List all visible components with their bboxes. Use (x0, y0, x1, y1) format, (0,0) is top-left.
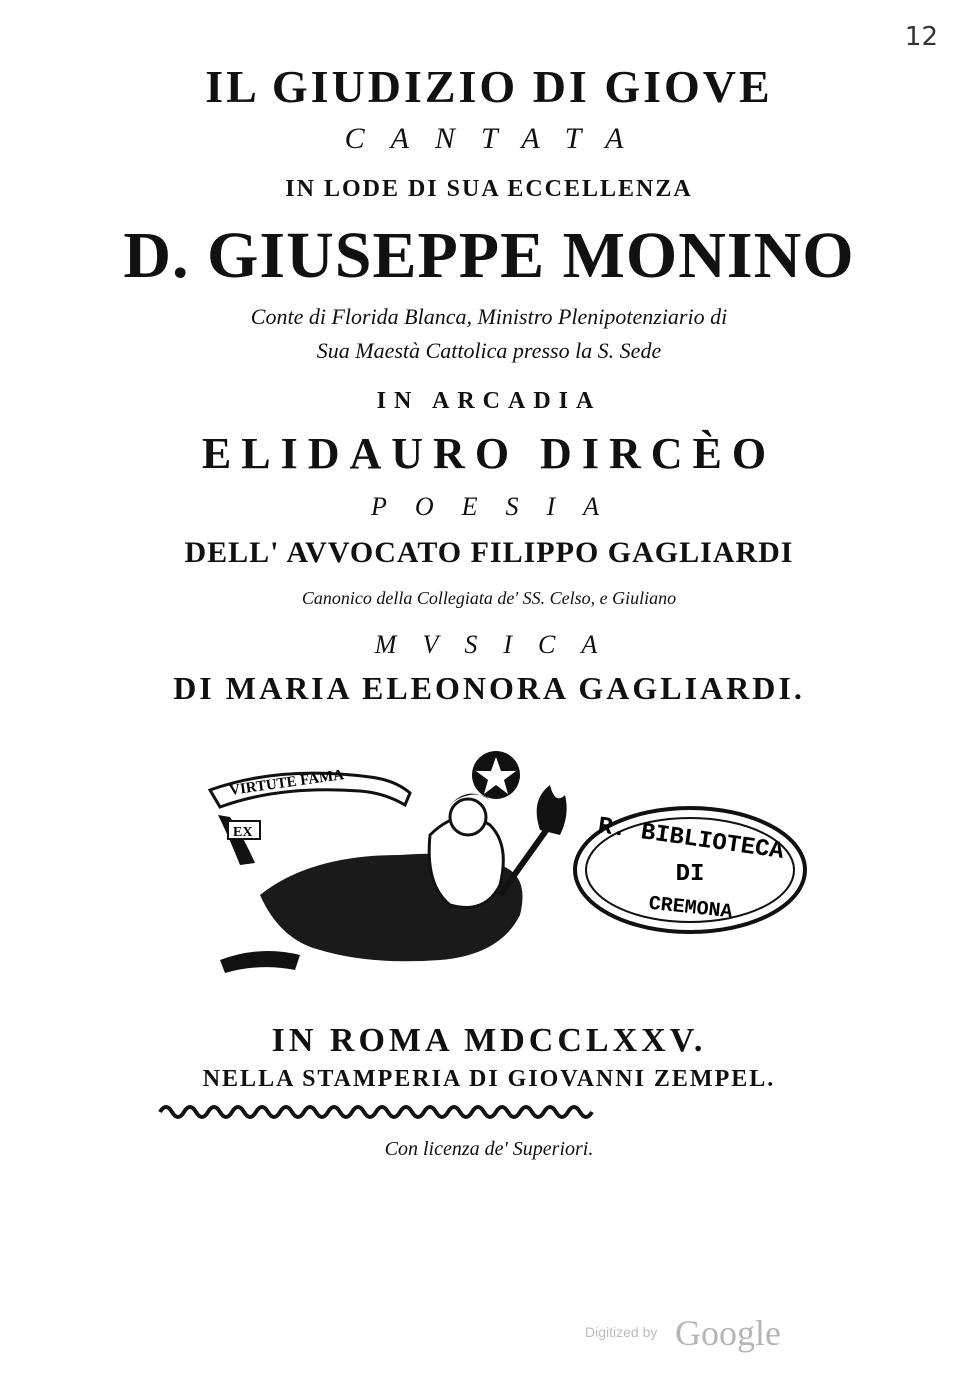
dedication-line: IN LODE DI SUA ECCELLENZA (285, 176, 693, 202)
imprint-printer: NELLA STAMPERIA DI GIOVANNI ZEMPEL. (202, 1066, 776, 1092)
arcadian-name: ELIDAURO DIRCÈO (201, 429, 777, 478)
dedicatee-name: D. GIUSEPPE MONINO (123, 219, 855, 292)
genre-label: CANTATA (344, 122, 650, 155)
ornament-rule (150, 1100, 620, 1124)
stamp-line2: DI (675, 861, 705, 888)
banner-ex-text: EX (233, 825, 253, 840)
license-note: Con licenza de' Superiori. (384, 1138, 594, 1160)
dedicatee-title-line1: Conte di Florida Blanca, Ministro Plenipotenziario di (250, 304, 728, 329)
poet-title: Canonico della Collegiata de' SS. Celso, e Giuliano (301, 588, 677, 608)
torch-flame (537, 785, 567, 835)
imprint-place-date: IN ROMA MDCCLXXV. (271, 1022, 707, 1059)
watermark-small-text: Digitized by (585, 1324, 658, 1340)
main-title: IL GIUDIZIO DI GIOVE (205, 61, 773, 112)
dedicatee-title-line2: Sua Maestà Cattolica presso la S. Sede (316, 338, 662, 363)
figure-head (450, 799, 486, 835)
torch-handle (500, 825, 550, 895)
figure-foot (220, 951, 300, 973)
ornament-wave (160, 1107, 592, 1117)
stamp-line1: R. BIBLIOTECA (596, 813, 786, 866)
printer-vignette (200, 745, 820, 990)
music-label: MVSICA (374, 630, 624, 659)
poetry-label: POESIA (370, 492, 628, 521)
stamp-line3: CREMONA (647, 892, 734, 925)
arcadia-label: IN ARCADIA (376, 388, 602, 414)
poet-name: DELL' AVVOCATO FILIPPO GAGLIARDI (184, 536, 794, 569)
banner-text: VIRTUTE FAMA (228, 767, 345, 799)
composer-name: DI MARIA ELEONORA GAGLIARDI. (173, 670, 805, 706)
google-watermark (585, 1312, 805, 1352)
page-number: 12 (904, 22, 938, 52)
watermark-brand-text: Google (675, 1313, 781, 1353)
